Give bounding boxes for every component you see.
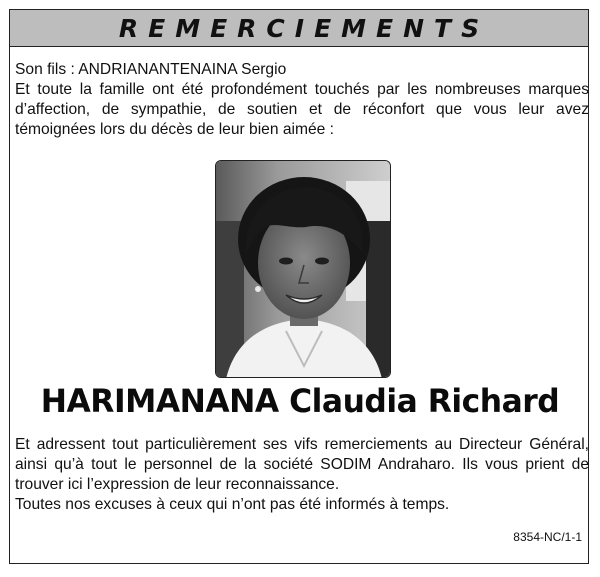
thanks-block — [15, 435, 589, 515]
intro-paragraph: Et toute la famille ont été profondément touchés par les nombreuses marques d’affection, de sympathie, de soutien et de réconfort que vous leur avez témoignées lors du décès de leur bien aimée : — [15, 81, 589, 138]
apology-line: Toutes nos excuses à ceux qui n’ont pas été informés à temps. — [15, 496, 450, 513]
deceased-name: HARIMANANA Claudia Richard — [40, 382, 560, 420]
thanks-paragraph: Et adressent tout particulièrement ses vifs remerciements au Directeur Général, ainsi qu’à tout le personnel de la société SODIM Andraharo. Ils vous prient de trouver ici l’expression de leur reconnaissance. — [15, 436, 589, 493]
portrait-photo — [215, 160, 391, 378]
header-banner — [9, 9, 589, 47]
reference-code: 8354-NC/1-1 — [513, 530, 582, 544]
son-line: Son fils : ANDRIANANTENAINA Sergio — [15, 61, 287, 78]
notice-title: REMERCIEMENTS — [118, 13, 490, 43]
intro-block — [15, 60, 589, 140]
portrait-image — [216, 161, 391, 378]
